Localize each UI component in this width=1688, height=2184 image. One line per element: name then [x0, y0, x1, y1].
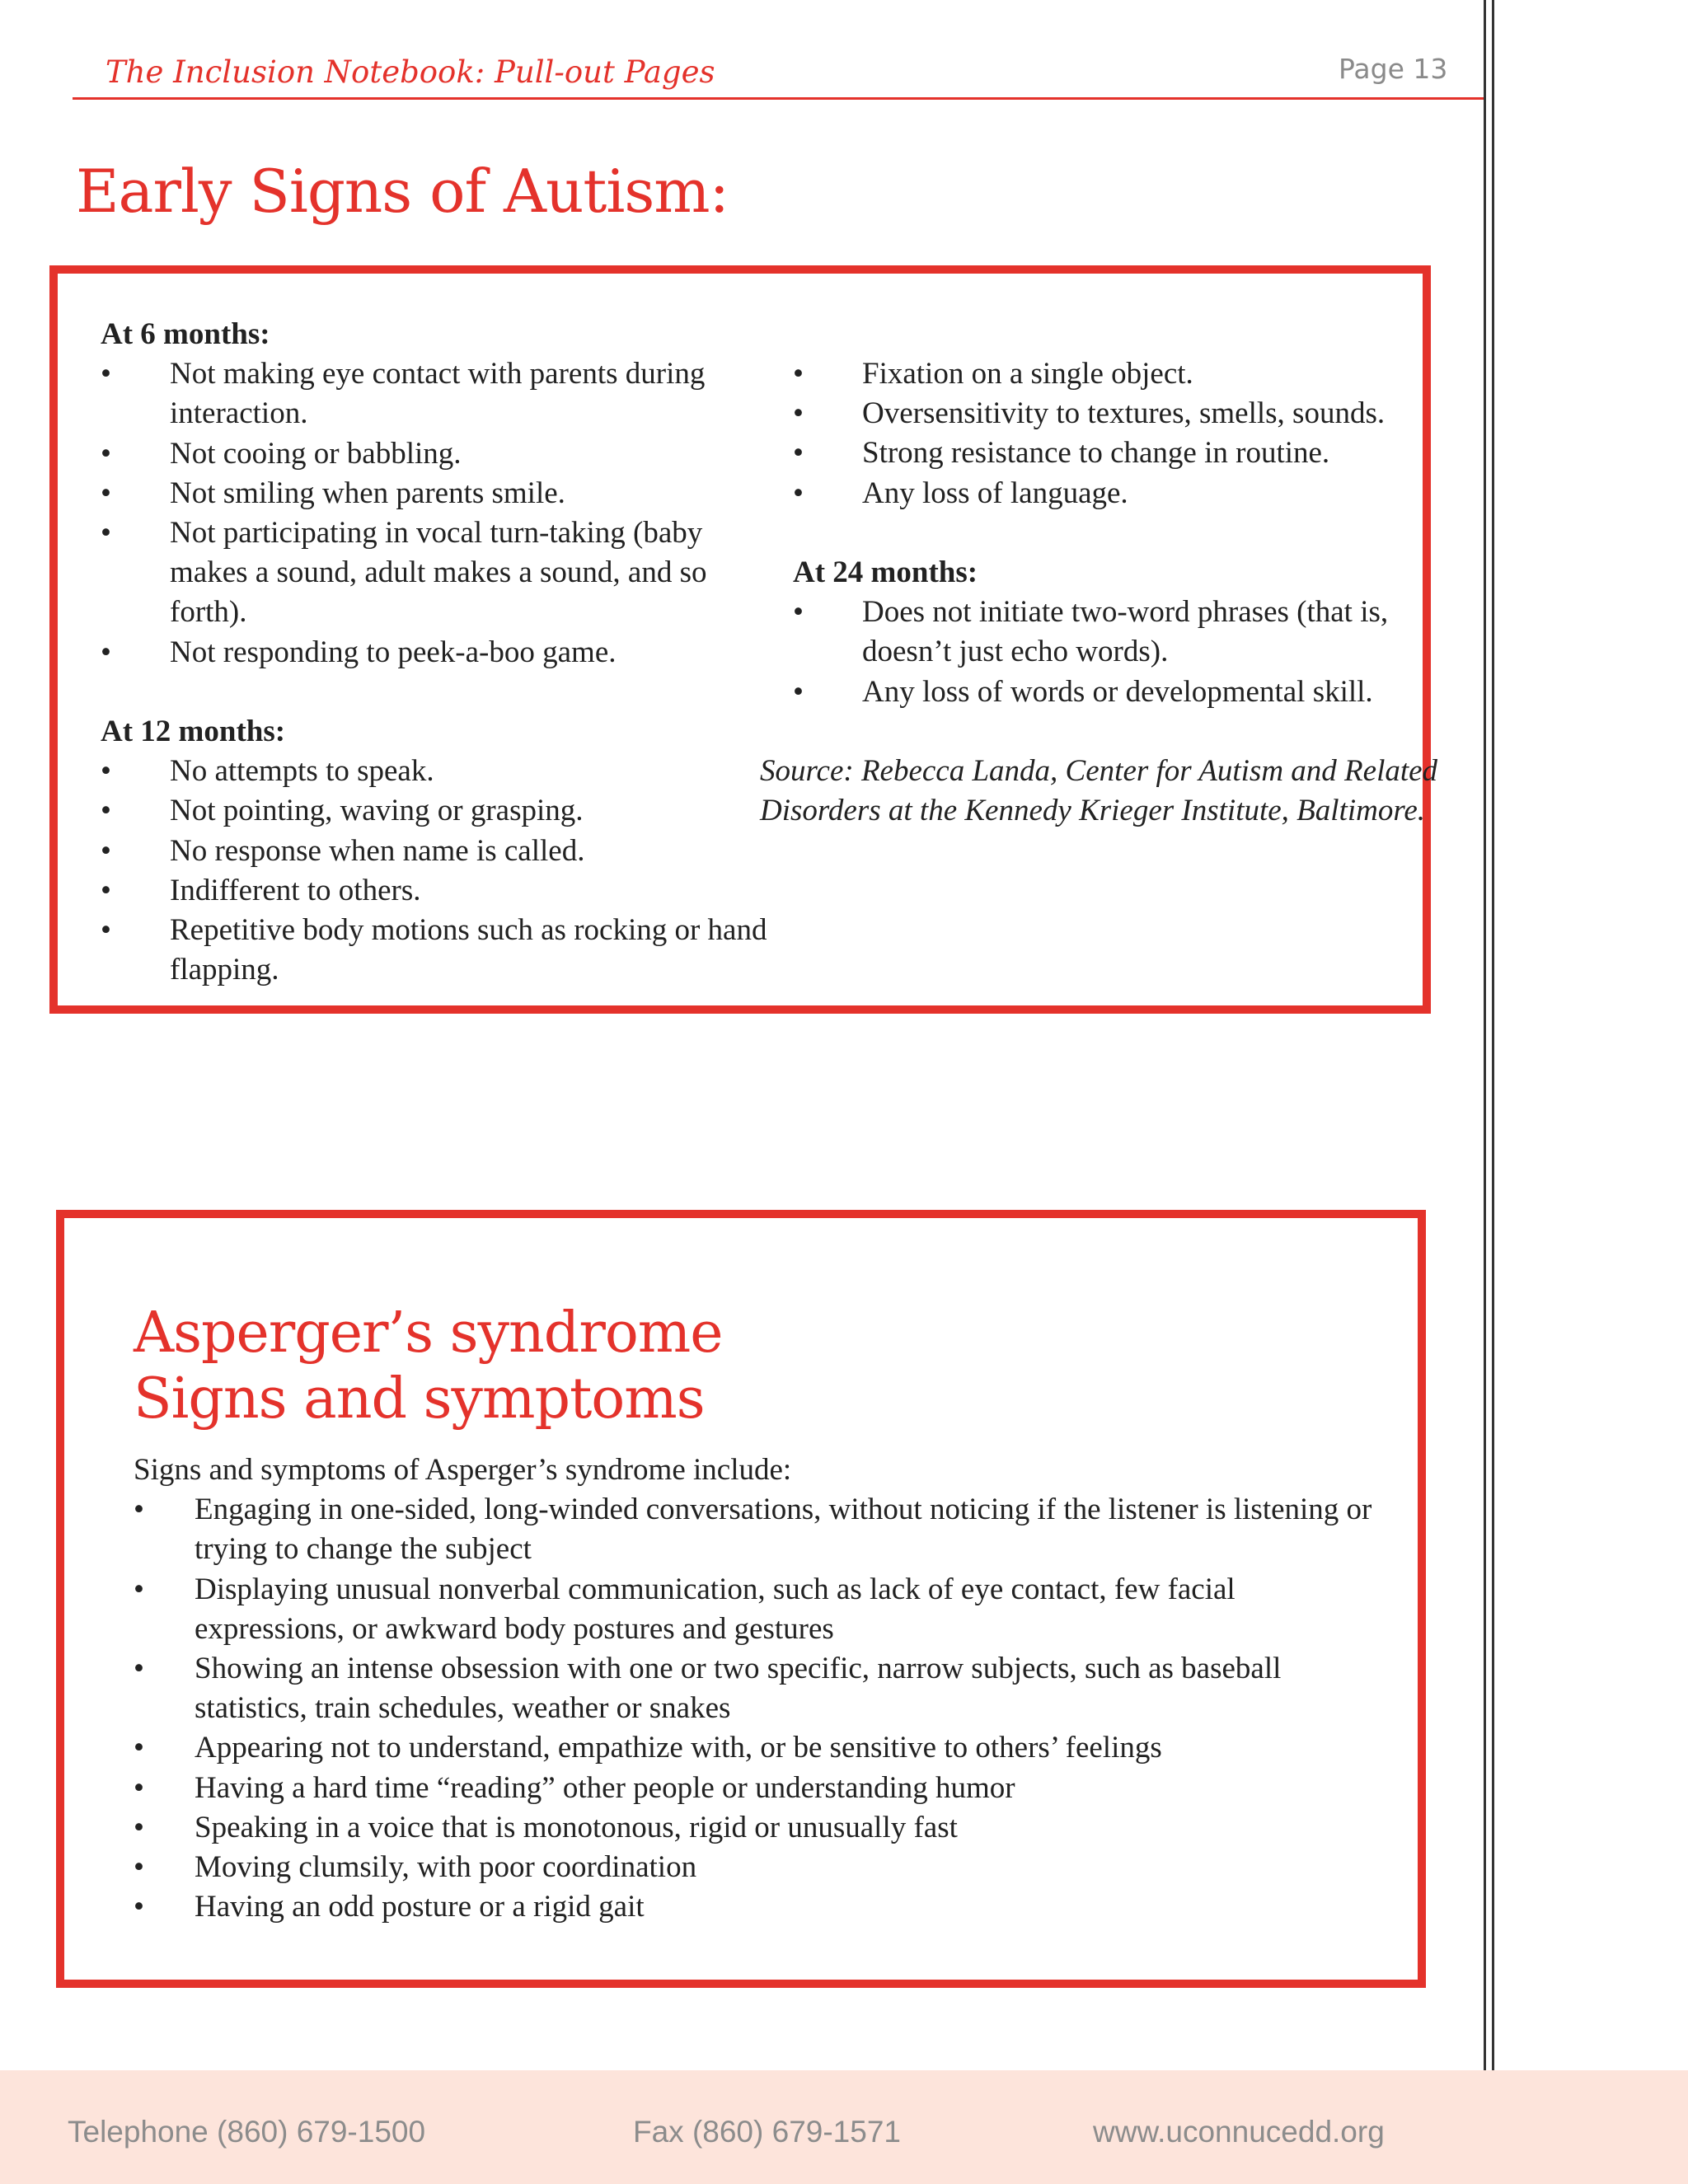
twentyfour-months-heading: At 24 months:: [793, 555, 978, 589]
spacer: [793, 712, 1477, 752]
six-months-list: [101, 354, 776, 673]
asperger-body: [134, 1451, 1386, 1927]
early-signs-right-column: [760, 354, 1477, 831]
margin-line-right: [1492, 0, 1494, 2184]
list-item: • Repetitive body motions such as rocking or hand flapping.: [101, 911, 776, 990]
list-item: • Appearing not to understand, empathize with, or be sensitive to others’ feelings: [134, 1728, 1386, 1768]
list-item: • Having a hard time “reading” other people or understanding humor: [134, 1769, 1386, 1808]
asperger-title-line1: Asperger’s syndrome: [134, 1301, 723, 1366]
list-item: • Not participating in vocal turn-taking (baby makes a sound, adult makes a sound, and so forth).: [101, 513, 776, 633]
page-number: Page 13: [1339, 53, 1448, 85]
asperger-title: [134, 1301, 723, 1432]
list-item: • Not smiling when parents smile.: [101, 474, 776, 513]
spacer: [793, 513, 1477, 553]
asperger-list: [134, 1490, 1386, 1927]
header-title: The Inclusion Notebook: Pull-out Pages: [106, 54, 715, 90]
list-item: • Having an odd posture or a rigid gait: [134, 1887, 1386, 1927]
list-item: • Not pointing, waving or grasping.: [101, 791, 776, 831]
list-item: • Displaying unusual nonverbal communication, such as lack of eye contact, few facial expressions, or awkward body postures and gestures: [134, 1570, 1386, 1649]
margin-line-left: [1484, 0, 1486, 2184]
list-item: • Moving clumsily, with poor coordination: [134, 1848, 1386, 1887]
twelve-months-continued-list: [793, 354, 1477, 513]
list-item: • Not cooing or babbling.: [101, 434, 776, 474]
page-title: Early Signs of Autism:: [76, 157, 729, 226]
asperger-title-line2: Signs and symptoms: [134, 1366, 705, 1432]
source-citation: Source: Rebecca Landa, Center for Autism and Related Disorders at the Kennedy Krieger Institute, Baltimore.: [760, 754, 1438, 828]
list-item: • Not responding to peek-a-boo game.: [101, 633, 776, 673]
six-months-heading: At 6 months:: [101, 317, 270, 351]
list-item: • Does not initiate two-word phrases (that is, doesn’t just echo words).: [793, 593, 1477, 672]
list-item: • Engaging in one-sided, long-winded conversations, without noticing if the listener is listening or trying to change the subject: [134, 1490, 1386, 1569]
list-item: • Oversensitivity to textures, smells, sounds.: [793, 394, 1477, 434]
list-item: • Any loss of words or developmental skill.: [793, 673, 1477, 712]
twelve-months-list: [101, 752, 776, 990]
list-item: • Any loss of language.: [793, 474, 1477, 513]
header-rule: [73, 97, 1484, 100]
list-item: • No response when name is called.: [101, 832, 776, 871]
footer: [0, 2070, 1688, 2184]
asperger-intro: Signs and symptoms of Asperger’s syndrome include:: [134, 1453, 792, 1487]
list-item: • Showing an intense obsession with one or two specific, narrow subjects, such as baseball statistics, train schedules, weather or snakes: [134, 1649, 1386, 1728]
twelve-months-heading: At 12 months:: [101, 715, 286, 749]
list-item: • Speaking in a voice that is monotonous, rigid or unusually fast: [134, 1808, 1386, 1848]
early-signs-left-column: [101, 315, 776, 990]
footer-website-link[interactable]: www.uconnucedd.org: [1093, 2115, 1385, 2149]
list-item: • Fixation on a single object.: [793, 354, 1477, 394]
list-item: • Indifferent to others.: [101, 871, 776, 911]
asperger-box: [56, 1210, 1426, 1988]
early-signs-box: [49, 265, 1438, 1014]
list-item: • No attempts to speak.: [101, 752, 776, 791]
list-item: • Not making eye contact with parents during interaction.: [101, 354, 776, 434]
footer-telephone: Telephone (860) 679-1500: [68, 2115, 426, 2149]
spacer: [101, 673, 776, 712]
list-item: • Strong resistance to change in routine.: [793, 434, 1477, 473]
twentyfour-months-list: [793, 593, 1477, 712]
footer-fax: Fax (860) 679-1571: [633, 2115, 901, 2149]
